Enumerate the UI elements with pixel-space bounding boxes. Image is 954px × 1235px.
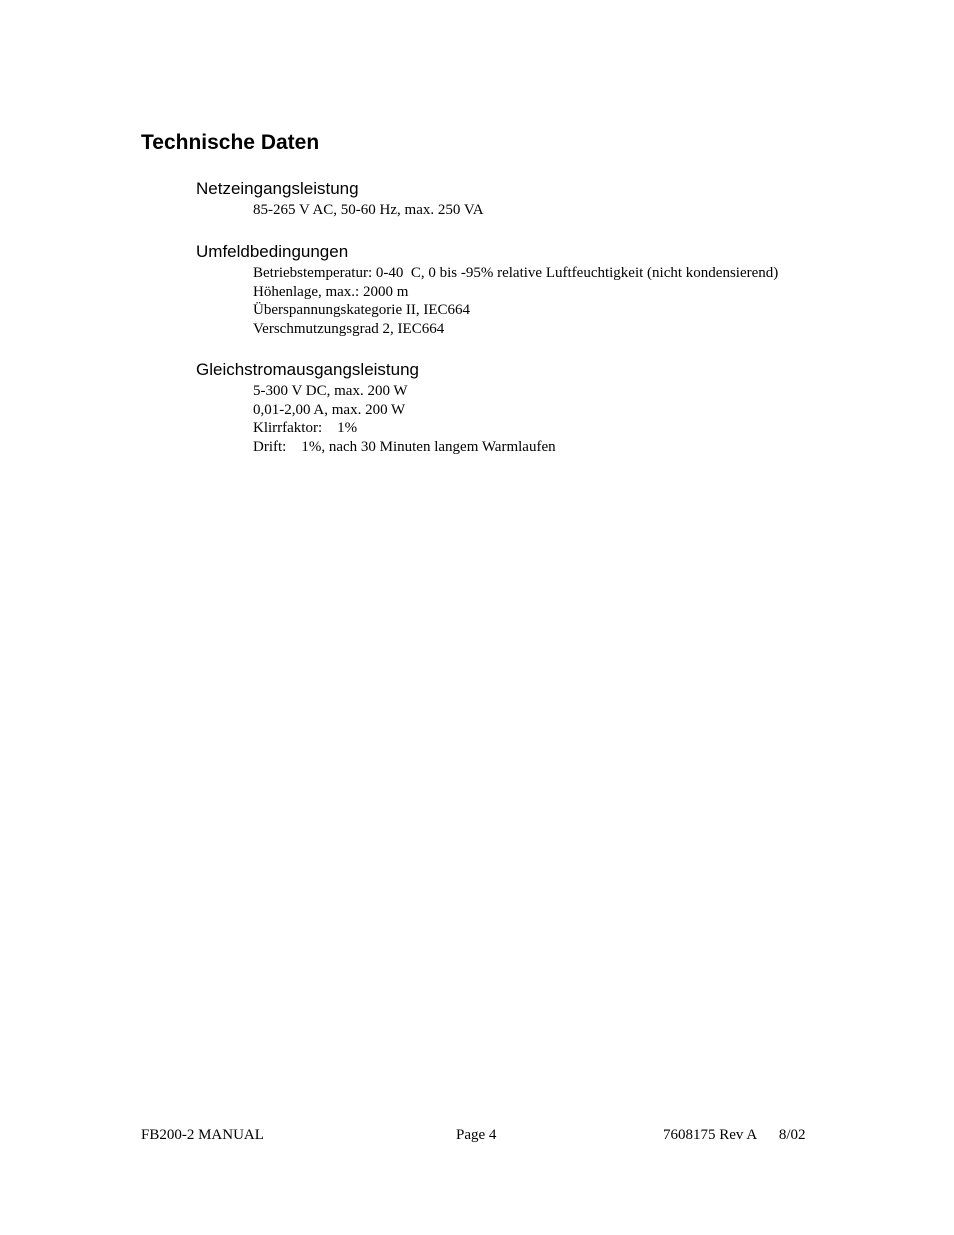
- page-title: Technische Daten: [141, 131, 320, 154]
- spec-line: 5-300 V DC, max. 200 W: [253, 383, 408, 399]
- spec-line: Überspannungskategorie II, IEC664: [253, 302, 471, 318]
- spec-line: Drift: 1%, nach 30 Minuten langem Warmlaufen: [253, 438, 556, 455]
- spec-list: [253, 201, 896, 220]
- section-heading: Netzeingangsleistung: [196, 179, 359, 198]
- section-heading: Umfeldbedingungen: [196, 242, 349, 261]
- spec-line: 0,01-2,00 A, max. 200 W: [253, 401, 406, 418]
- spec-list: [253, 264, 896, 338]
- section-heading: Gleichstromausgangsleistung: [196, 360, 420, 379]
- spec-line: Höhenlage, max.: 2000 m: [253, 283, 409, 300]
- spec-line: Betriebstemperatur: 0-40 C, 0 bis -95% relative Luftfeuchtigkeit (nicht kondensierend): [253, 265, 779, 281]
- spec-list: [253, 382, 896, 456]
- section-umfeldbedingungen: [196, 241, 896, 338]
- footer-page-number: Page 4: [456, 1127, 497, 1143]
- section-netzeingangsleistung: [196, 178, 896, 220]
- footer-manual-name: FB200-2 MANUAL: [141, 1127, 264, 1143]
- spec-line: Klirrfaktor: 1%: [253, 420, 358, 436]
- spec-line: Verschmutzungsgrad 2, IEC664: [253, 320, 445, 337]
- spec-line: 85-265 V AC, 50-60 Hz, max. 250 VA: [253, 202, 484, 218]
- footer-revision: 7608175 Rev A 8/02: [663, 1127, 806, 1143]
- section-gleichstromausgangsleistung: [196, 359, 896, 456]
